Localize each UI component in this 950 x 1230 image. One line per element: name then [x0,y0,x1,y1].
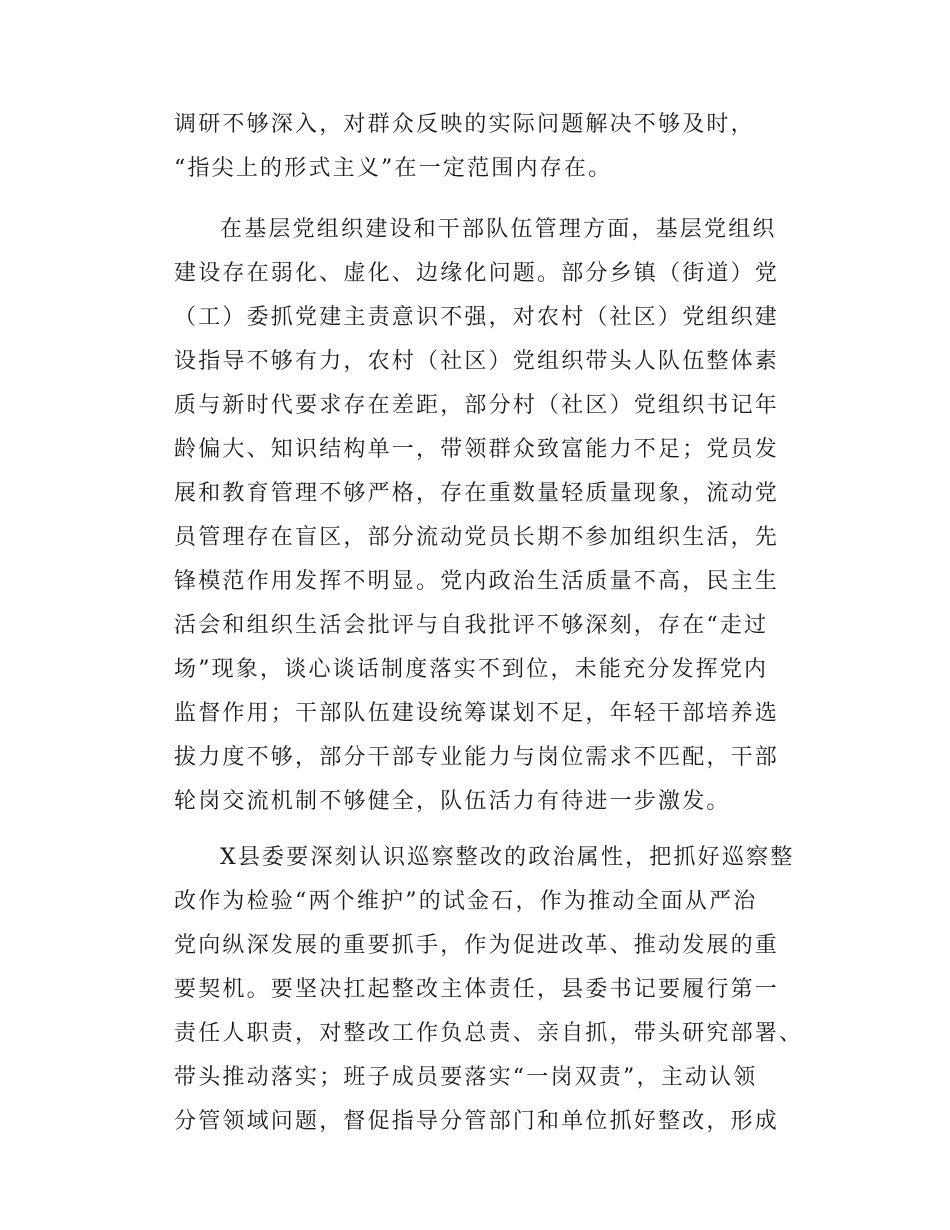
text-line: （工）委抓党建主责意识不强，对农村（社区）党组织建 [174,305,780,330]
text-line: 党向纵深发展的重要抓手，作为促进改革、推动发展的重 [174,933,780,958]
text-line: 要契机。要坚决扛起整改主体责任，县委书记要履行第一 [174,977,780,1002]
text-line: 在基层党组织建设和干部队伍管理方面，基层党组织 [220,217,777,242]
text-line: 员管理存在盲区，部分流动党员长期不参加组织生活，先 [174,525,780,550]
text-line: 轮岗交流机制不够健全，队伍活力有待进一步激发。 [174,789,731,814]
text-line: 分管领域问题，督促指导分管部门和单位抓好整改，形成 [174,1109,780,1134]
text-line: 锋模范作用发挥不明显。党内政治生活质量不高，民主生 [174,569,780,594]
text-line: X县委要深刻认识巡察整改的政治属性，把抓好巡察整 [220,845,795,870]
text-line: “指尖上的形式主义”在一定范围内存在。 [174,156,613,181]
text-line: 改作为检验“两个维护”的试金石，作为推动全面从严治 [174,889,758,914]
text-line: 带头推动落实；班子成员要落实“一岗双责”，主动认领 [174,1065,758,1090]
text-line: 龄偏大、知识结构单一，带领群众致富能力不足；党员发 [174,437,780,462]
text-line: 责任人职责，对整改工作负总责、亲自抓，带头研究部署、 [174,1021,804,1046]
text-line: 场”现象，谈心谈话制度落实不到位，未能充分发挥党内 [174,657,769,682]
text-line: 拔力度不够，部分干部专业能力与岗位需求不匹配，干部 [174,745,780,770]
text-line: 活会和组织生活会批评与自我批评不够深刻，存在“走过 [174,613,769,638]
text-line: 质与新时代要求存在差距，部分村（社区）党组织书记年 [174,393,780,418]
text-line: 调研不够深入，对群众反映的实际问题解决不够及时， [174,112,755,137]
text-line: 建设存在弱化、虚化、边缘化问题。部分乡镇（街道）党 [174,261,780,286]
text-line: 设指导不够有力，农村（社区）党组织带头人队伍整体素 [174,349,780,374]
text-line: 监督作用；干部队伍建设统筹谋划不足，年轻干部培养选 [174,701,780,726]
text-line: 展和教育管理不够严格，存在重数量轻质量现象，流动党 [174,481,780,506]
